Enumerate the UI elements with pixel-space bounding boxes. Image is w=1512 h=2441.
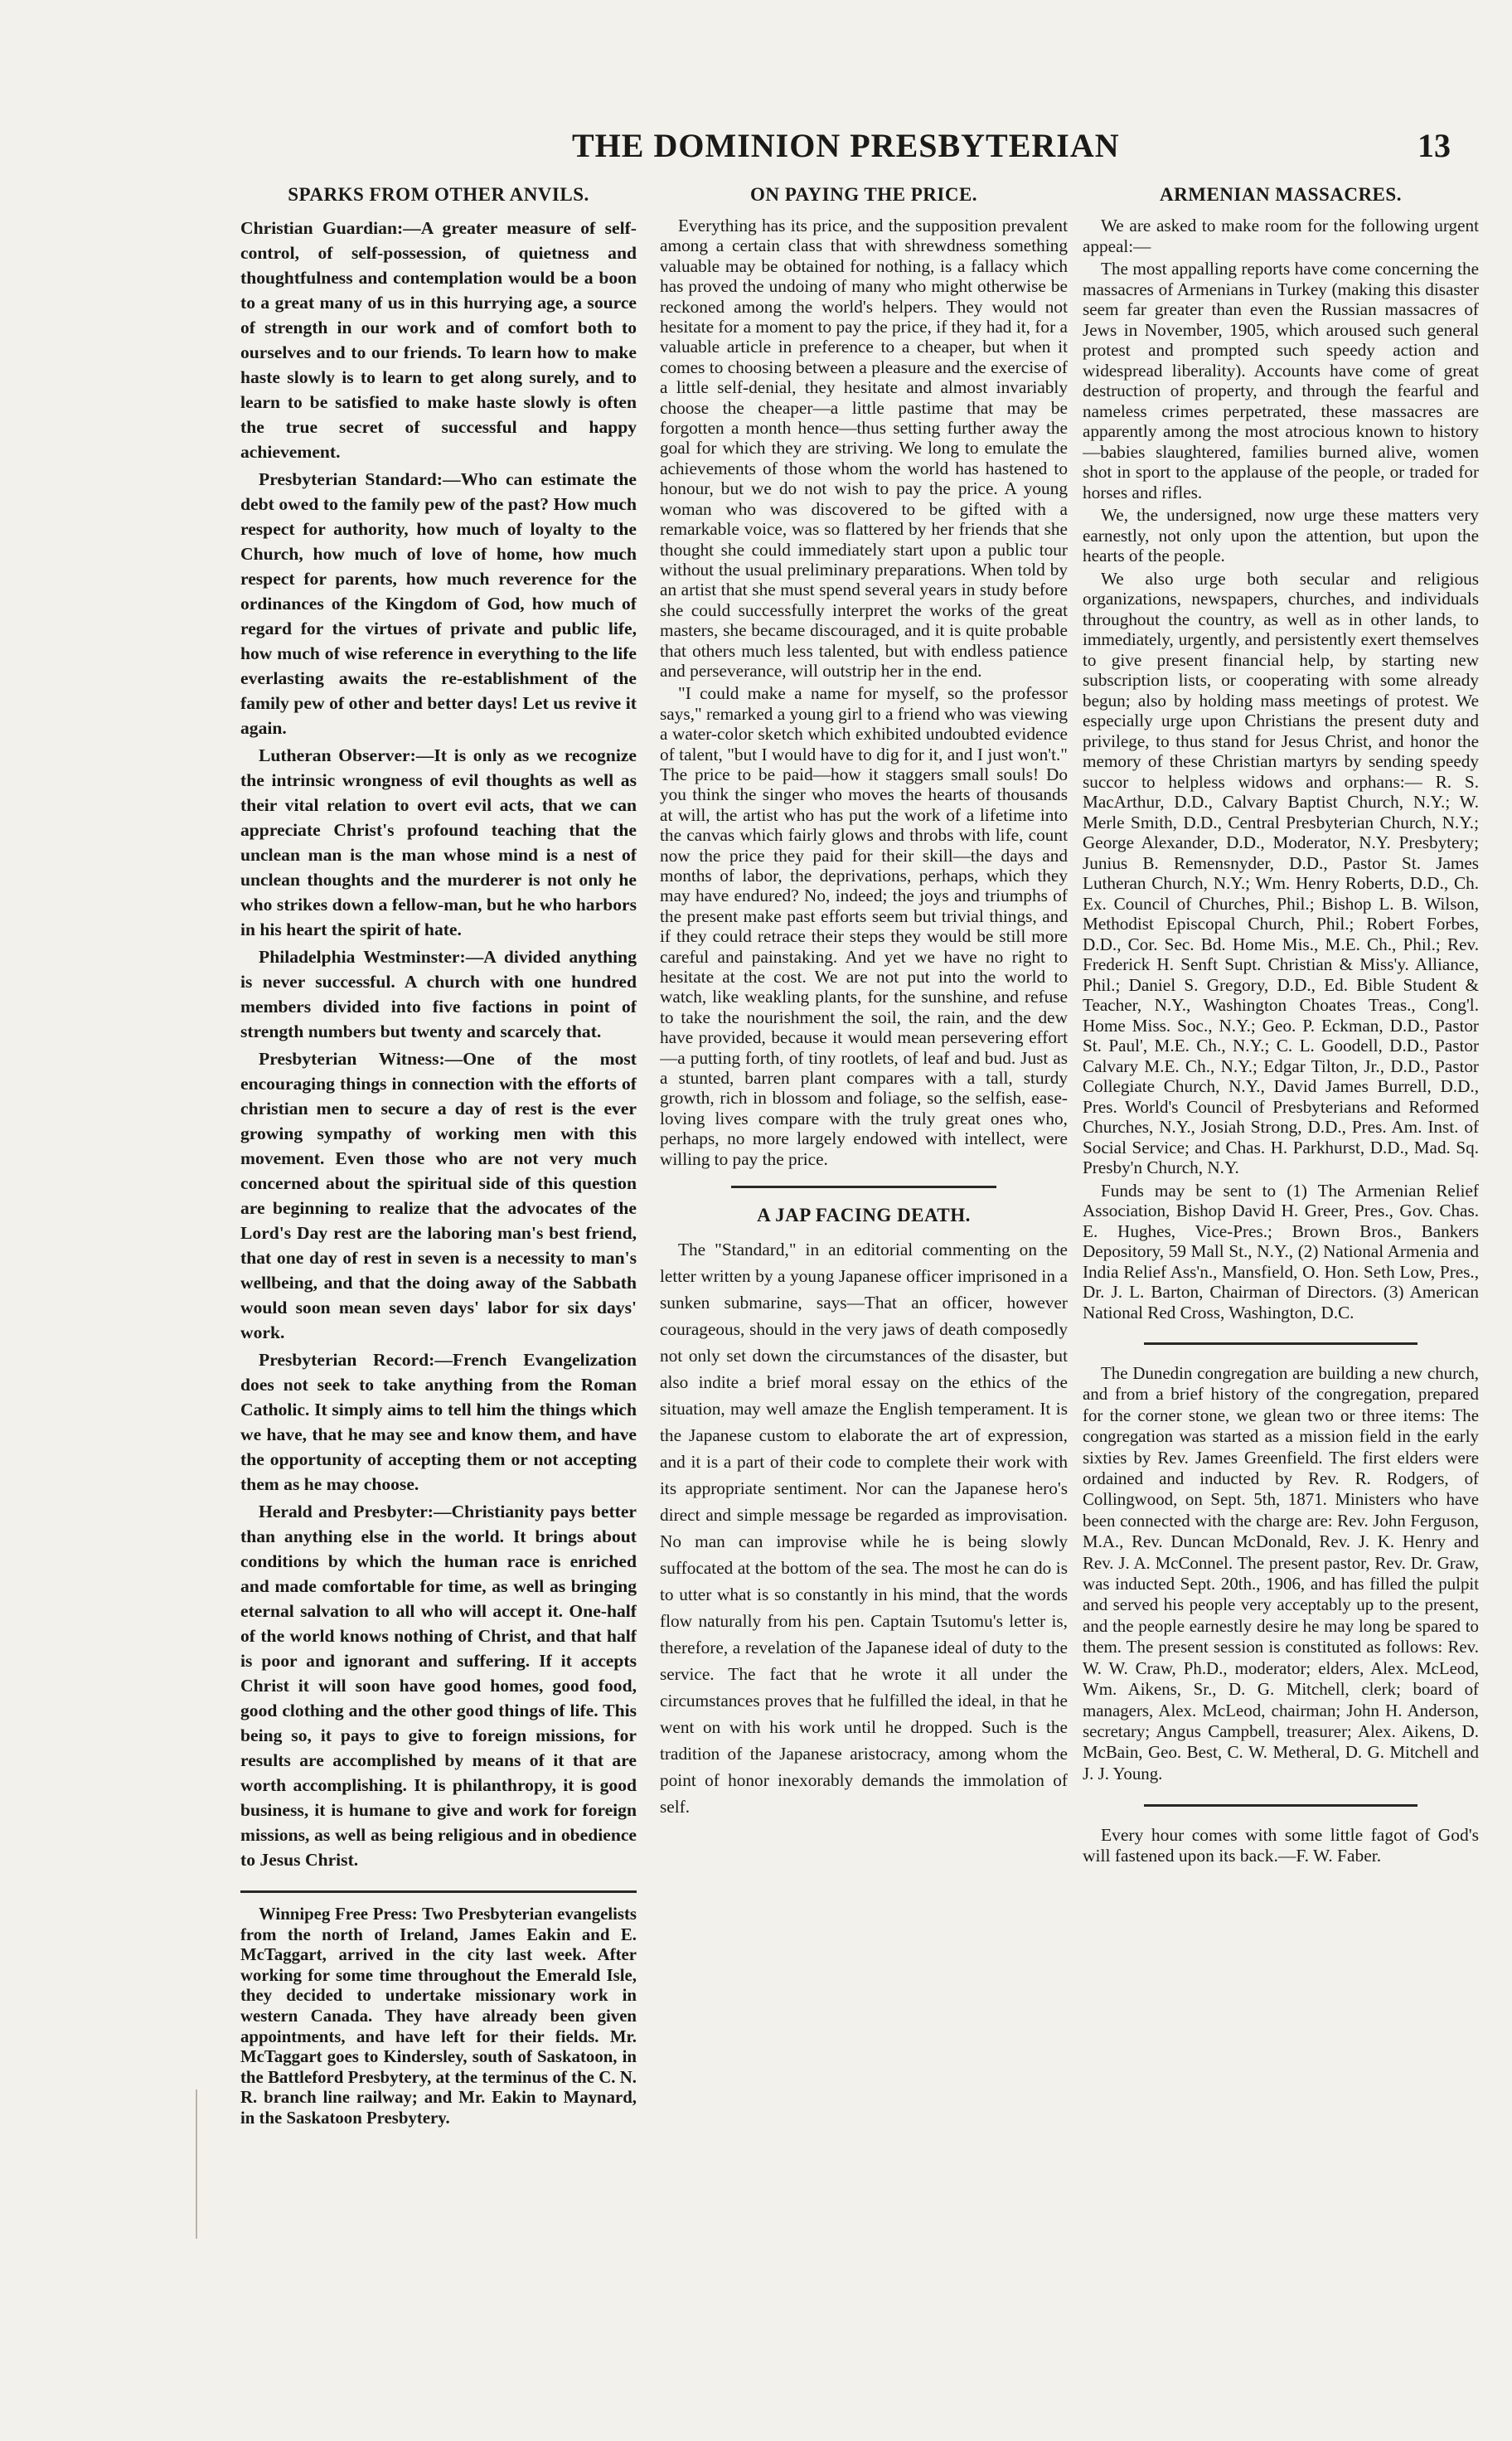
section-divider [1144, 1804, 1418, 1807]
scan-artifact [196, 2089, 197, 2239]
article-paragraph: We also urge both secular and religious organizations, newspapers, churches, and individuals throughout the country, as well as in other lands, to immediately, urgently, and persistently exert themselves to give present financial help, by starting new subscription lists, or cooperating with some already begun; also by holding mass meetings of protest. We especially urge upon Christians the present duty and privilege, to thus stand for Jesus Christ, and honor the memory of these Christian martyrs by sending speedy succor to helpless widows and orphans:— R. S. MacArthur, D.D., Calvary Baptist Church, N.Y.; W. Merle Smith, D.D., Central Presbyterian Church, N.Y.; George Alexander, D.D., Moderator, N.Y. Presbytery; Junius B. Remensnyder, D.D., Pastor St. James Lutheran Church, N.Y.; Wm. Henry Roberts, D.D., Ch. Ex. Council of Churches, Phil.; Bishop L. B. Wilson, Methodist Episcopal Church, Phil.; Robert Forbes, D.D., Cor. Sec. Bd. Home Mis., M.E. Ch., Phil.; Rev. Frederick H. Senft Supt. Christian & Miss'y. Alliance, Phil.; Daniel S. Gregory, D.D., Ed. Bible Student & Teacher, N.Y., Washington Choates Treas., Cong'l. Home Miss. Soc., N.Y.; Geo. P. Eckman, D.D., Pastor St. Paul', M.E. Ch., N.Y.; C. L. Goodell, D.D., Pastor Calvary M.E. Ch., N.Y.; Edgar Tilton, Jr., D.D., Pastor Collegiate Church, N.Y., David James Burrell, D.D., Pres. World's Council of Presbyterians and Reformed Churches, N.Y., Josiah Strong, D.D., Pres. Am. Inst. of Social Service; and Chas. H. Parkhurst, D.D., Mad. Sq. Presby'n Church, N.Y. [1083, 568, 1479, 1177]
price-article [660, 216, 1068, 1169]
column-right [1083, 184, 1479, 2257]
column-heading: ARMENIAN MASSACRES. [1160, 184, 1402, 205]
section-divider [731, 1186, 996, 1188]
masthead [240, 126, 1451, 176]
article-paragraph: The "Standard," in an editorial commenting on the letter written by a young Japanese officer imprisoned in a sunken submarine, says—That an officer, however courageous, should in the very jaws of death composedly not only set down the circumstances of the disaster, but also indite a brief moral essay on the ethics of the situation, may well amaze the English temperament. It is the Japanese custom to elaborate the art of expression, and it is a part of their code to complete their work with its appropriate sentiment. Nor can the Japanese hero's direct and simple message be regarded as improvisation. No man can improvise while he is being slowly suffocated at the bottom of the sea. The most he can do is to utter what is so constantly in his mind, that the words flow naturally from his pen. Captain Tsutomu's letter is, therefore, a revelation of the Japanese ideal of duty to the service. The fact that he wrote it all under the circumstances proves that he fulfilled the ideal, in that he went on with his work until he dropped. Such is the tradition of the Japanese aristocracy, among whom the point of honor inexorably demands the immolation of self. [660, 1240, 1068, 1817]
article-paragraph: We, the undersigned, now urge these matters very earnestly, not only upon the attention, but upon the hearts of the people. [1083, 505, 1479, 565]
article-paragraph: "I could make a name for myself, so the professor says," remarked a young girl to a friend who was viewing a water-color sketch which exhibited undoubted evidence of talent, "but I would have to dig for it, and I just won't." The price to be paid—how it staggers small souls! Do you think the singer who moves the hearts of thousands at will, the artist who has put the work of a lifetime into the canvas which fairly glows and throbs with life, count now the price they paid for their skill—the days and months of labor, the deprivations, perhaps, which they may have endured? No, indeed; the joys and triumphs of the present make past efforts seem but trivial things, and if they could retrace their steps they would be still more careful and painstaking. And yet we have no right to hesitate at the cost. We are not put into the world to watch, like weakling plants, for the sunshine, and refuse to take the nourishment the soil, the rain, and the dew have provided, because it would mean persevering effort—a putting forth, of tiny rootlets, of leaf and bud. Just as a stunted, barren plant compares with a tall, sturdy growth, rich in blossom and foliage, so the selfish, ease-loving lives compare with the truly great ones who, perhaps, no more largely endowed with intellect, were willing to pay the price. [660, 683, 1068, 1169]
section-heading: A JAP FACING DEATH. [757, 1205, 971, 1226]
article-paragraph: We are asked to make room for the following urgent appeal:— [1083, 216, 1479, 256]
article-paragraph: Presbyterian Standard:—Who can estimate the debt owed to the family pew of the past? How much respect for authority, how much of loyalty to the Church, how much of love of home, how much respect for parents, how much reverence for the ordinances of the Kingdom of God, how much of regard for the virtues of private and public life, how much of wise reference in everything to the life everlasting awaits the re-establishment of the family pew of other and better days! Let us revive it again. [240, 469, 637, 738]
section-divider [1144, 1342, 1418, 1345]
article-paragraph: Winnipeg Free Press: Two Presbyterian evangelists from the north of Ireland, James Eakin and E. McTaggart, arrived in the city last week. After working for some time throughout the Emerald Isle, they decided to undertake missionary work in western Canada. They have already been given appointments, and have left for their fields. Mr. McTaggart goes to Kindersley, south of Saskatoon, in the Battleford Presbytery, at the terminus of the C. N. R. branch line railway; and Mr. Eakin to Maynard, in the Saskatoon Presbytery. [240, 1905, 637, 2128]
article-paragraph: The most appalling reports have come concerning the massacres of Armenians in Turkey (making this disaster seem far greater than even the Russian massacres of Jews in November, 1905, which aroused such general protest and prompted such speedy action and widespread liberality). Accounts have come of great destruction of property, and through the fearful and nameless crimes perpetrated, these massacres are apparently among the most atrocious known to history—babies slaughtered, families burned alive, women shot in sport to the applause of the people, or traded for horses and rifles. [1083, 259, 1479, 502]
winnipeg-notice [240, 1890, 637, 2129]
dunedin-notice [1083, 1363, 1479, 1784]
article-paragraph: Lutheran Observer:—It is only as we recognize the intrinsic wrongness of evil thoughts as well as their vital relation to overt evil acts, that we can appreciate Christ's profound teaching that the unclean man is the man whose mind is a nest of unclean thoughts and the murderer is not only he who strikes down a fellow-man, but he who harbors in his heart the spirit of hate. [240, 745, 637, 939]
jap-article [660, 1186, 1068, 1820]
sparks-article [240, 216, 637, 1872]
faber-quote [1083, 1825, 1479, 1866]
page-title: THE DOMINION PRESBYTERIAN [572, 127, 1120, 164]
article-paragraph: Presbyterian Witness:—One of the most encouraging things in connection with the efforts of christian men to secure a day of rest is the ever growing sympathy of working men with this movement. Even those who are not very much concerned about the spiritual side of this question are beginning to realize that the advocates of the Lord's Day rest are the laboring man's best friend, that one day of rest in seven is a necessity to man's wellbeing, and that the doing away of the Sabbath would soon mean seven days' labor for six days' work. [240, 1049, 637, 1342]
column-middle [660, 184, 1068, 2315]
armenian-article [1083, 216, 1479, 1322]
article-paragraph: Everything has its price, and the supposition prevalent among a certain class that with shrewdness something valuable may be obtained for nothing, is a fallacy which has proved the undoing of many who might otherwise be reckoned among the world's helpers. They would not hesitate for a moment to pay the price, if they had it, for a valuable article in preference to a cheaper, but when it comes to choosing between a pleasure and the exercise of a little self-denial, they hesitate and almost invariably choose the cheaper—a little pastime that may be forgotten a month hence—thus setting further away the goal for which they are striving. We long to emulate the achievements of those whom the world has hastened to honour, but we do not wish to pay the price. A young woman who was discovered to be gifted with a remarkable voice, was so flattered by her friends that she thought she could immediately start upon a public tour without the usual preliminary preparations. When told by an artist that she must spend several years in study before she could successfully interpret the works of the great masters, she became discouraged, and it is quite probable that others much less talented, but with endless patience and perseverance, will outstrip her in the end. [660, 216, 1068, 681]
column-heading: ON PAYING THE PRICE. [749, 184, 978, 205]
article-paragraph: Funds may be sent to (1) The Armenian Relief Association, Bishop David H. Greer, Pres., Gov. Chas. E. Hughes, Vice-Pres.; Brown Bros., Bankers Depository, 59 Mall St., N.Y., (2) National Armenia and India Relief Ass'n., Mansfield, O. Hon. Seth Low, Pres., Dr. J. L. Barton, Chairman of Directors. (3) American National Red Cross, Washington, D.C. [1083, 1180, 1479, 1322]
column-heading: SPARKS FROM OTHER ANVILS. [288, 184, 589, 205]
article-paragraph: Herald and Presbyter:—Christianity pays better than anything else in the world. It brings about conditions by which the human race is enriched and made comfortable for time, as well as bringing eternal salvation to all who will accept it. One-half of the world knows nothing of Christ, and that half is poor and ignorant and suffering. If it accepts Christ it will soon have good homes, good food, good clothing and the other good things of life. This being so, it pays to give to foreign missions, for results are accomplished by means of it that are worth accomplishing. It is philanthropy, it is good business, it is humane to give and work for foreign missions, as well as being religious and in obedience to Jesus Christ. [240, 1502, 637, 1870]
page-number: 13 [1418, 127, 1451, 164]
article-paragraph: Presbyterian Record:—French Evangelization does not seek to take anything from the Roman Catholic. It simply aims to tell him the things which we have, that he may see and know them, and have the opportunity of accepting them or not accepting them as he may choose. [240, 1350, 637, 1494]
column-left [240, 184, 637, 2257]
quote-text: Every hour comes with some little fagot of God's will fastened upon its back.—F. W. Faber. [1083, 1825, 1479, 1866]
article-paragraph: Philadelphia Westminster:—A divided anything is never successful. A church with one hundred members divided into five factions in point of strength numbers but twenty and scarcely that. [240, 947, 637, 1041]
article-paragraph: Christian Guardian:—A greater measure of self-control, of self-possession, of quietness and thoughtfulness and contemplation would be a boon to a great many of us in this hurrying age, a source of strength in our work and of comfort both to ourselves and to our friends. To learn how to make haste slowly is to learn to get along surely, and to learn to be satisfied to make haste slowly is often the true secret of successful and happy achievement. [240, 218, 637, 462]
article-paragraph: The Dunedin congregation are building a new church, and from a brief history of the congregation, prepared for the corner stone, we glean two or three items: The congregation was started as a mission field in the early sixties by Rev. James Greenfield. The first elders were ordained and inducted by Rev. R. Rodgers, of Collingwood, on Sept. 5th, 1871. Ministers who have been connected with the charge are: Rev. John Ferguson, M.A., Rev. Duncan McDonald, Rev. J. K. Henry and Rev. J. A. McConnel. The present pastor, Rev. Dr. Graw, was inducted Sept. 20th., 1906, and has filled the pulpit and served his people very acceptably up to the present, and the people earnestly desire he may long be spared to them. The present session is constituted as follows: Rev. W. W. Craw, Ph.D., moderator; elders, Alex. McLeod, Wm. Aikens, Sr., D. G. Mitchell, clerk; board of managers, Alex. McLeod, chairman; John H. Anderson, secretary; Angus Campbell, treasurer; Alex. Aikens, D. McBain, Geo. Best, C. W. Metheral, D. G. Mitchell and J. J. Young. [1083, 1363, 1479, 1783]
